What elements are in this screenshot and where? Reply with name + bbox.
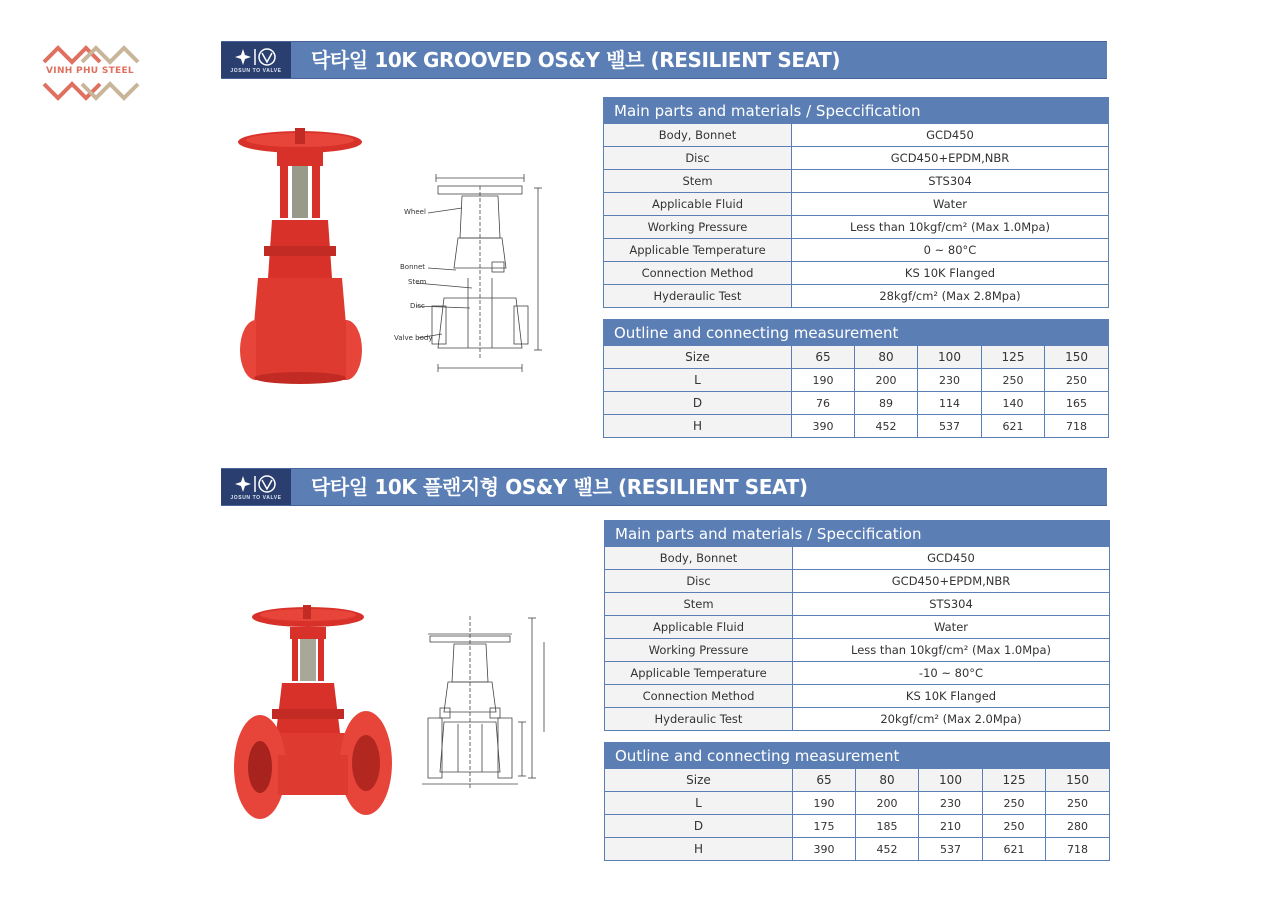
meas-label: Size xyxy=(604,346,792,369)
brand-logo xyxy=(221,469,291,505)
section-2-header xyxy=(221,468,1107,506)
grooved-valve-technical-drawing xyxy=(388,158,568,384)
spec-label: Working Pressure xyxy=(604,216,792,239)
section-1-header xyxy=(221,41,1107,79)
meas-cell: 175 xyxy=(793,815,856,838)
spec-label: Applicable Temperature xyxy=(605,662,793,685)
meas-cell: 89 xyxy=(855,392,918,415)
spec-value: GCD450 xyxy=(793,547,1110,570)
meas-cell: 718 xyxy=(1046,838,1110,861)
spec-label: Connection Method xyxy=(604,262,792,285)
spec-label: Body, Bonnet xyxy=(605,547,793,570)
spec-value: GCD450 xyxy=(792,124,1109,147)
section-1-spec-table xyxy=(603,97,1109,308)
meas-cell: 250 xyxy=(1045,369,1109,392)
table-row xyxy=(604,170,1109,193)
meas-cell: 537 xyxy=(918,415,982,438)
table-row xyxy=(604,193,1109,216)
meas-cell: 280 xyxy=(1046,815,1110,838)
table-row xyxy=(605,639,1110,662)
label-bonnet: Bonnet xyxy=(400,263,426,271)
section-2-spec-table xyxy=(604,520,1110,731)
meas-cell: 80 xyxy=(855,346,918,369)
meas-cell: 621 xyxy=(983,838,1046,861)
table-row xyxy=(604,124,1109,147)
spec-label: Disc xyxy=(605,570,793,593)
flanged-gate-valve-photo xyxy=(222,605,402,825)
spec-value: -10 ~ 80°C xyxy=(793,662,1110,685)
table-row xyxy=(605,838,1110,861)
meas-cell: 185 xyxy=(856,815,919,838)
table-row xyxy=(605,769,1110,792)
spec-label: Applicable Temperature xyxy=(604,239,792,262)
meas-label: D xyxy=(604,392,792,415)
table-row xyxy=(605,792,1110,815)
spec-value: STS304 xyxy=(792,170,1109,193)
spec-value: 28kgf/cm² (Max 2.8Mpa) xyxy=(792,285,1109,308)
meas-label: L xyxy=(604,369,792,392)
spec-label: Working Pressure xyxy=(605,639,793,662)
spec-value: Less than 10kgf/cm² (Max 1.0Mpa) xyxy=(792,216,1109,239)
spec-value: Less than 10kgf/cm² (Max 1.0Mpa) xyxy=(793,639,1110,662)
table-row xyxy=(605,685,1110,708)
meas-cell: 390 xyxy=(793,838,856,861)
meas-label: D xyxy=(605,815,793,838)
spec-label: Hyderaulic Test xyxy=(604,285,792,308)
meas-cell: 140 xyxy=(982,392,1045,415)
spec-value: Water xyxy=(793,616,1110,639)
table-row xyxy=(604,216,1109,239)
meas-cell: 125 xyxy=(983,769,1046,792)
spec-value: KS 10K Flanged xyxy=(792,262,1109,285)
table-row xyxy=(605,570,1110,593)
table-row xyxy=(604,239,1109,262)
meas-cell: 250 xyxy=(983,815,1046,838)
meas-cell: 150 xyxy=(1046,769,1110,792)
spec-label: Applicable Fluid xyxy=(604,193,792,216)
table-row xyxy=(605,662,1110,685)
meas-cell: 250 xyxy=(982,369,1045,392)
meas-cell: 65 xyxy=(792,346,855,369)
meas-cell: 452 xyxy=(855,415,918,438)
table-row xyxy=(604,369,1109,392)
table-row xyxy=(605,708,1110,731)
meas-cell: 76 xyxy=(792,392,855,415)
label-valve-body: Valve body xyxy=(394,334,433,342)
table-row xyxy=(605,815,1110,838)
spec-value: STS304 xyxy=(793,593,1110,616)
meas-label: H xyxy=(605,838,793,861)
brand-name: JOSUN TO VALVE xyxy=(230,495,282,501)
brand-name: JOSUN TO VALVE xyxy=(230,68,282,74)
spec-value: 0 ~ 80°C xyxy=(792,239,1109,262)
meas-label: L xyxy=(605,792,793,815)
table-row xyxy=(604,147,1109,170)
meas-cell: 150 xyxy=(1045,346,1109,369)
meas-cell: 190 xyxy=(792,369,855,392)
spec-table-title: Main parts and materials / Speccification xyxy=(605,521,1110,547)
spec-value: Water xyxy=(792,193,1109,216)
meas-cell: 250 xyxy=(983,792,1046,815)
meas-label: H xyxy=(604,415,792,438)
meas-cell: 452 xyxy=(856,838,919,861)
table-row xyxy=(605,616,1110,639)
table-row xyxy=(605,547,1110,570)
meas-cell: 100 xyxy=(918,346,982,369)
spec-label: Stem xyxy=(605,593,793,616)
meas-cell: 230 xyxy=(918,369,982,392)
meas-cell: 165 xyxy=(1045,392,1109,415)
grooved-gate-valve-photo xyxy=(232,128,366,386)
meas-cell: 210 xyxy=(919,815,983,838)
meas-cell: 65 xyxy=(793,769,856,792)
section-1-measurement-table xyxy=(603,319,1109,438)
measurement-table-title: Outline and connecting measurement xyxy=(604,320,1109,346)
label-wheel: Wheel xyxy=(404,208,426,216)
section-2-title: 닥타일 10K 플랜지형 OS&Y 밸브 (RESILIENT SEAT) xyxy=(311,475,808,499)
meas-label: Size xyxy=(605,769,793,792)
logo-text: VINH PHU STEEL xyxy=(46,66,134,76)
spec-label: Disc xyxy=(604,147,792,170)
table-row xyxy=(604,346,1109,369)
meas-cell: 200 xyxy=(855,369,918,392)
meas-cell: 190 xyxy=(793,792,856,815)
meas-cell: 718 xyxy=(1045,415,1109,438)
table-row xyxy=(605,593,1110,616)
section-2-measurement-table xyxy=(604,742,1110,861)
section-1-title: 닥타일 10K GROOVED OS&Y 밸브 (RESILIENT SEAT) xyxy=(311,48,841,72)
spec-label: Applicable Fluid xyxy=(605,616,793,639)
spec-label: Body, Bonnet xyxy=(604,124,792,147)
label-disc: Disc xyxy=(410,302,425,310)
label-stem: Stem xyxy=(408,278,427,286)
vinh-phu-steel-logo xyxy=(38,42,142,104)
spec-value: KS 10K Flanged xyxy=(793,685,1110,708)
spec-table-title: Main parts and materials / Speccification xyxy=(604,98,1109,124)
meas-cell: 125 xyxy=(982,346,1045,369)
table-row xyxy=(604,392,1109,415)
spec-value: GCD450+EPDM,NBR xyxy=(792,147,1109,170)
meas-cell: 80 xyxy=(856,769,919,792)
table-row xyxy=(604,285,1109,308)
spec-value: GCD450+EPDM,NBR xyxy=(793,570,1110,593)
brand-logo xyxy=(221,42,291,78)
meas-cell: 100 xyxy=(919,769,983,792)
meas-cell: 621 xyxy=(982,415,1045,438)
meas-cell: 390 xyxy=(792,415,855,438)
meas-cell: 114 xyxy=(918,392,982,415)
flanged-valve-technical-drawing xyxy=(420,612,570,792)
meas-cell: 200 xyxy=(856,792,919,815)
measurement-table-title: Outline and connecting measurement xyxy=(605,743,1110,769)
spec-label: Stem xyxy=(604,170,792,193)
spec-value: 20kgf/cm² (Max 2.0Mpa) xyxy=(793,708,1110,731)
table-row xyxy=(604,262,1109,285)
meas-cell: 230 xyxy=(919,792,983,815)
spec-label: Connection Method xyxy=(605,685,793,708)
meas-cell: 250 xyxy=(1046,792,1110,815)
spec-label: Hyderaulic Test xyxy=(605,708,793,731)
table-row xyxy=(604,415,1109,438)
meas-cell: 537 xyxy=(919,838,983,861)
